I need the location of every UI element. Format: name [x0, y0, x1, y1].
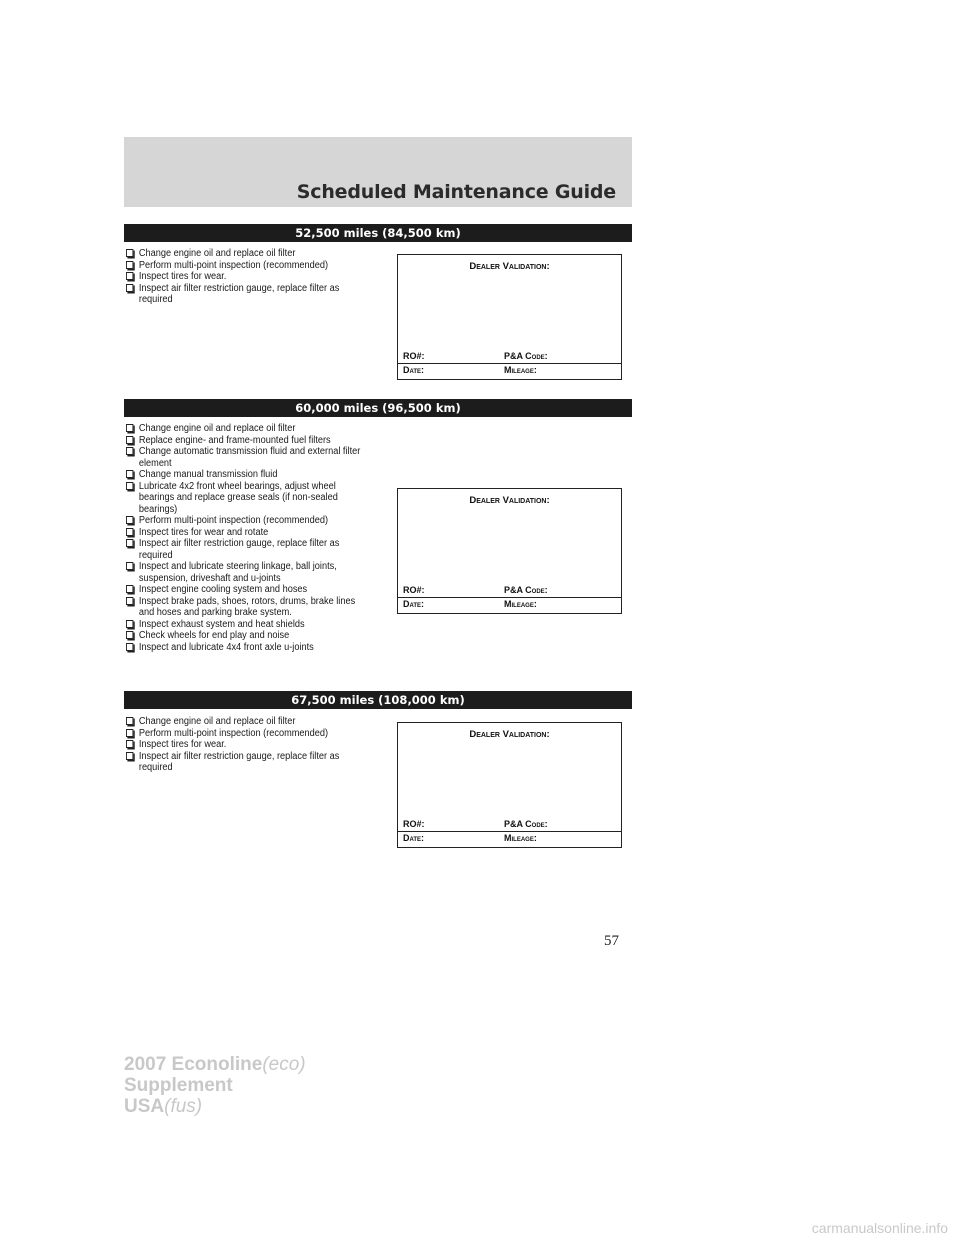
- footer-model: 2007 Econoline: [124, 1054, 263, 1075]
- checkbox-icon[interactable]: [126, 424, 133, 432]
- date-label: Date:: [403, 833, 425, 843]
- pa-code-label: P&A Code:: [504, 819, 548, 829]
- date-label: Date:: [403, 599, 425, 609]
- dealer-validation-box: [397, 722, 622, 848]
- checkbox-icon[interactable]: [126, 539, 133, 547]
- task-item[interactable]: Change engine oil and replace oil filter: [126, 716, 367, 728]
- validation-title: Dealer Validation:: [469, 729, 550, 740]
- checkbox-icon[interactable]: [126, 717, 133, 725]
- footer-market-code: (fus): [164, 1096, 203, 1117]
- dealer-validation-box: [397, 254, 622, 380]
- task-item[interactable]: Inspect brake pads, shoes, rotors, drums, brake lines and hoses and parking brake system.: [126, 596, 367, 619]
- section-header-60000: 60,000 miles (96,500 km): [124, 399, 632, 417]
- checkbox-icon[interactable]: [126, 528, 133, 536]
- task-item[interactable]: Perform multi-point inspection (recommended): [126, 260, 367, 272]
- checkbox-icon[interactable]: [126, 631, 133, 639]
- header-band: [124, 137, 632, 207]
- task-item[interactable]: Inspect and lubricate 4x4 front axle u-joints: [126, 642, 367, 654]
- task-item[interactable]: Inspect exhaust system and heat shields: [126, 619, 367, 631]
- pa-code-label: P&A Code:: [504, 351, 548, 361]
- task-list-52500: [126, 248, 367, 306]
- page-title: Scheduled Maintenance Guide: [296, 181, 616, 203]
- task-item[interactable]: Perform multi-point inspection (recommended): [126, 515, 367, 527]
- footer-supplement: Supplement: [124, 1075, 233, 1096]
- task-item[interactable]: Inspect and lubricate steering linkage, ball joints, suspension, driveshaft and u-joints: [126, 561, 367, 584]
- date-label: Date:: [403, 365, 425, 375]
- checkbox-icon[interactable]: [126, 261, 133, 269]
- checkbox-icon[interactable]: [126, 436, 133, 444]
- footer-model-code: (eco): [262, 1054, 306, 1075]
- footer-market: USA: [124, 1096, 165, 1117]
- task-item[interactable]: Change engine oil and replace oil filter: [126, 248, 367, 260]
- watermark: carmanualsonline.info: [811, 1220, 948, 1236]
- task-item[interactable]: Check wheels for end play and noise: [126, 630, 367, 642]
- checkbox-icon[interactable]: [126, 597, 133, 605]
- section-header-67500: 67,500 miles (108,000 km): [124, 691, 632, 709]
- checkbox-icon[interactable]: [126, 516, 133, 524]
- dealer-validation-box: [397, 488, 622, 614]
- task-item[interactable]: Inspect engine cooling system and hoses: [126, 584, 367, 596]
- checkbox-icon[interactable]: [126, 284, 133, 292]
- checkbox-icon[interactable]: [126, 752, 133, 760]
- task-item[interactable]: Change automatic transmission fluid and external filter element: [126, 446, 367, 469]
- checkbox-icon[interactable]: [126, 249, 133, 257]
- mileage-label: Mileage:: [504, 365, 537, 375]
- checkbox-icon[interactable]: [126, 562, 133, 570]
- checkbox-icon[interactable]: [126, 447, 133, 455]
- task-item[interactable]: Lubricate 4x2 front wheel bearings, adjust wheel bearings and replace grease seals (if non-sealed bearings): [126, 481, 367, 516]
- task-item[interactable]: Perform multi-point inspection (recommended): [126, 728, 367, 740]
- ro-label: RO#:: [403, 585, 425, 595]
- task-item[interactable]: Change manual transmission fluid: [126, 469, 367, 481]
- task-item[interactable]: Change engine oil and replace oil filter: [126, 423, 367, 435]
- task-item[interactable]: Replace engine- and frame-mounted fuel filters: [126, 435, 367, 447]
- ro-label: RO#:: [403, 819, 425, 829]
- checkbox-icon[interactable]: [126, 643, 133, 651]
- validation-divider: [398, 831, 621, 832]
- section-header-52500: 52,500 miles (84,500 km): [124, 224, 632, 242]
- footer-edition: [124, 1054, 306, 1117]
- validation-title: Dealer Validation:: [469, 261, 550, 272]
- checkbox-icon[interactable]: [126, 740, 133, 748]
- checkbox-icon[interactable]: [126, 272, 133, 280]
- page-number: 57: [604, 933, 619, 949]
- task-item[interactable]: Inspect tires for wear and rotate: [126, 527, 367, 539]
- task-list-67500: [126, 716, 367, 774]
- task-item[interactable]: Inspect tires for wear.: [126, 739, 367, 751]
- task-item[interactable]: Inspect air filter restriction gauge, replace filter as required: [126, 751, 367, 774]
- task-list-60000: [126, 423, 367, 653]
- checkbox-icon[interactable]: [126, 482, 133, 490]
- task-item[interactable]: Inspect air filter restriction gauge, replace filter as required: [126, 283, 367, 306]
- validation-divider: [398, 597, 621, 598]
- validation-title: Dealer Validation:: [469, 495, 550, 506]
- checkbox-icon[interactable]: [126, 729, 133, 737]
- checkbox-icon[interactable]: [126, 470, 133, 478]
- checkbox-icon[interactable]: [126, 620, 133, 628]
- mileage-label: Mileage:: [504, 833, 537, 843]
- mileage-label: Mileage:: [504, 599, 537, 609]
- validation-divider: [398, 363, 621, 364]
- ro-label: RO#:: [403, 351, 425, 361]
- pa-code-label: P&A Code:: [504, 585, 548, 595]
- checkbox-icon[interactable]: [126, 585, 133, 593]
- task-item[interactable]: Inspect tires for wear.: [126, 271, 367, 283]
- task-item[interactable]: Inspect air filter restriction gauge, replace filter as required: [126, 538, 367, 561]
